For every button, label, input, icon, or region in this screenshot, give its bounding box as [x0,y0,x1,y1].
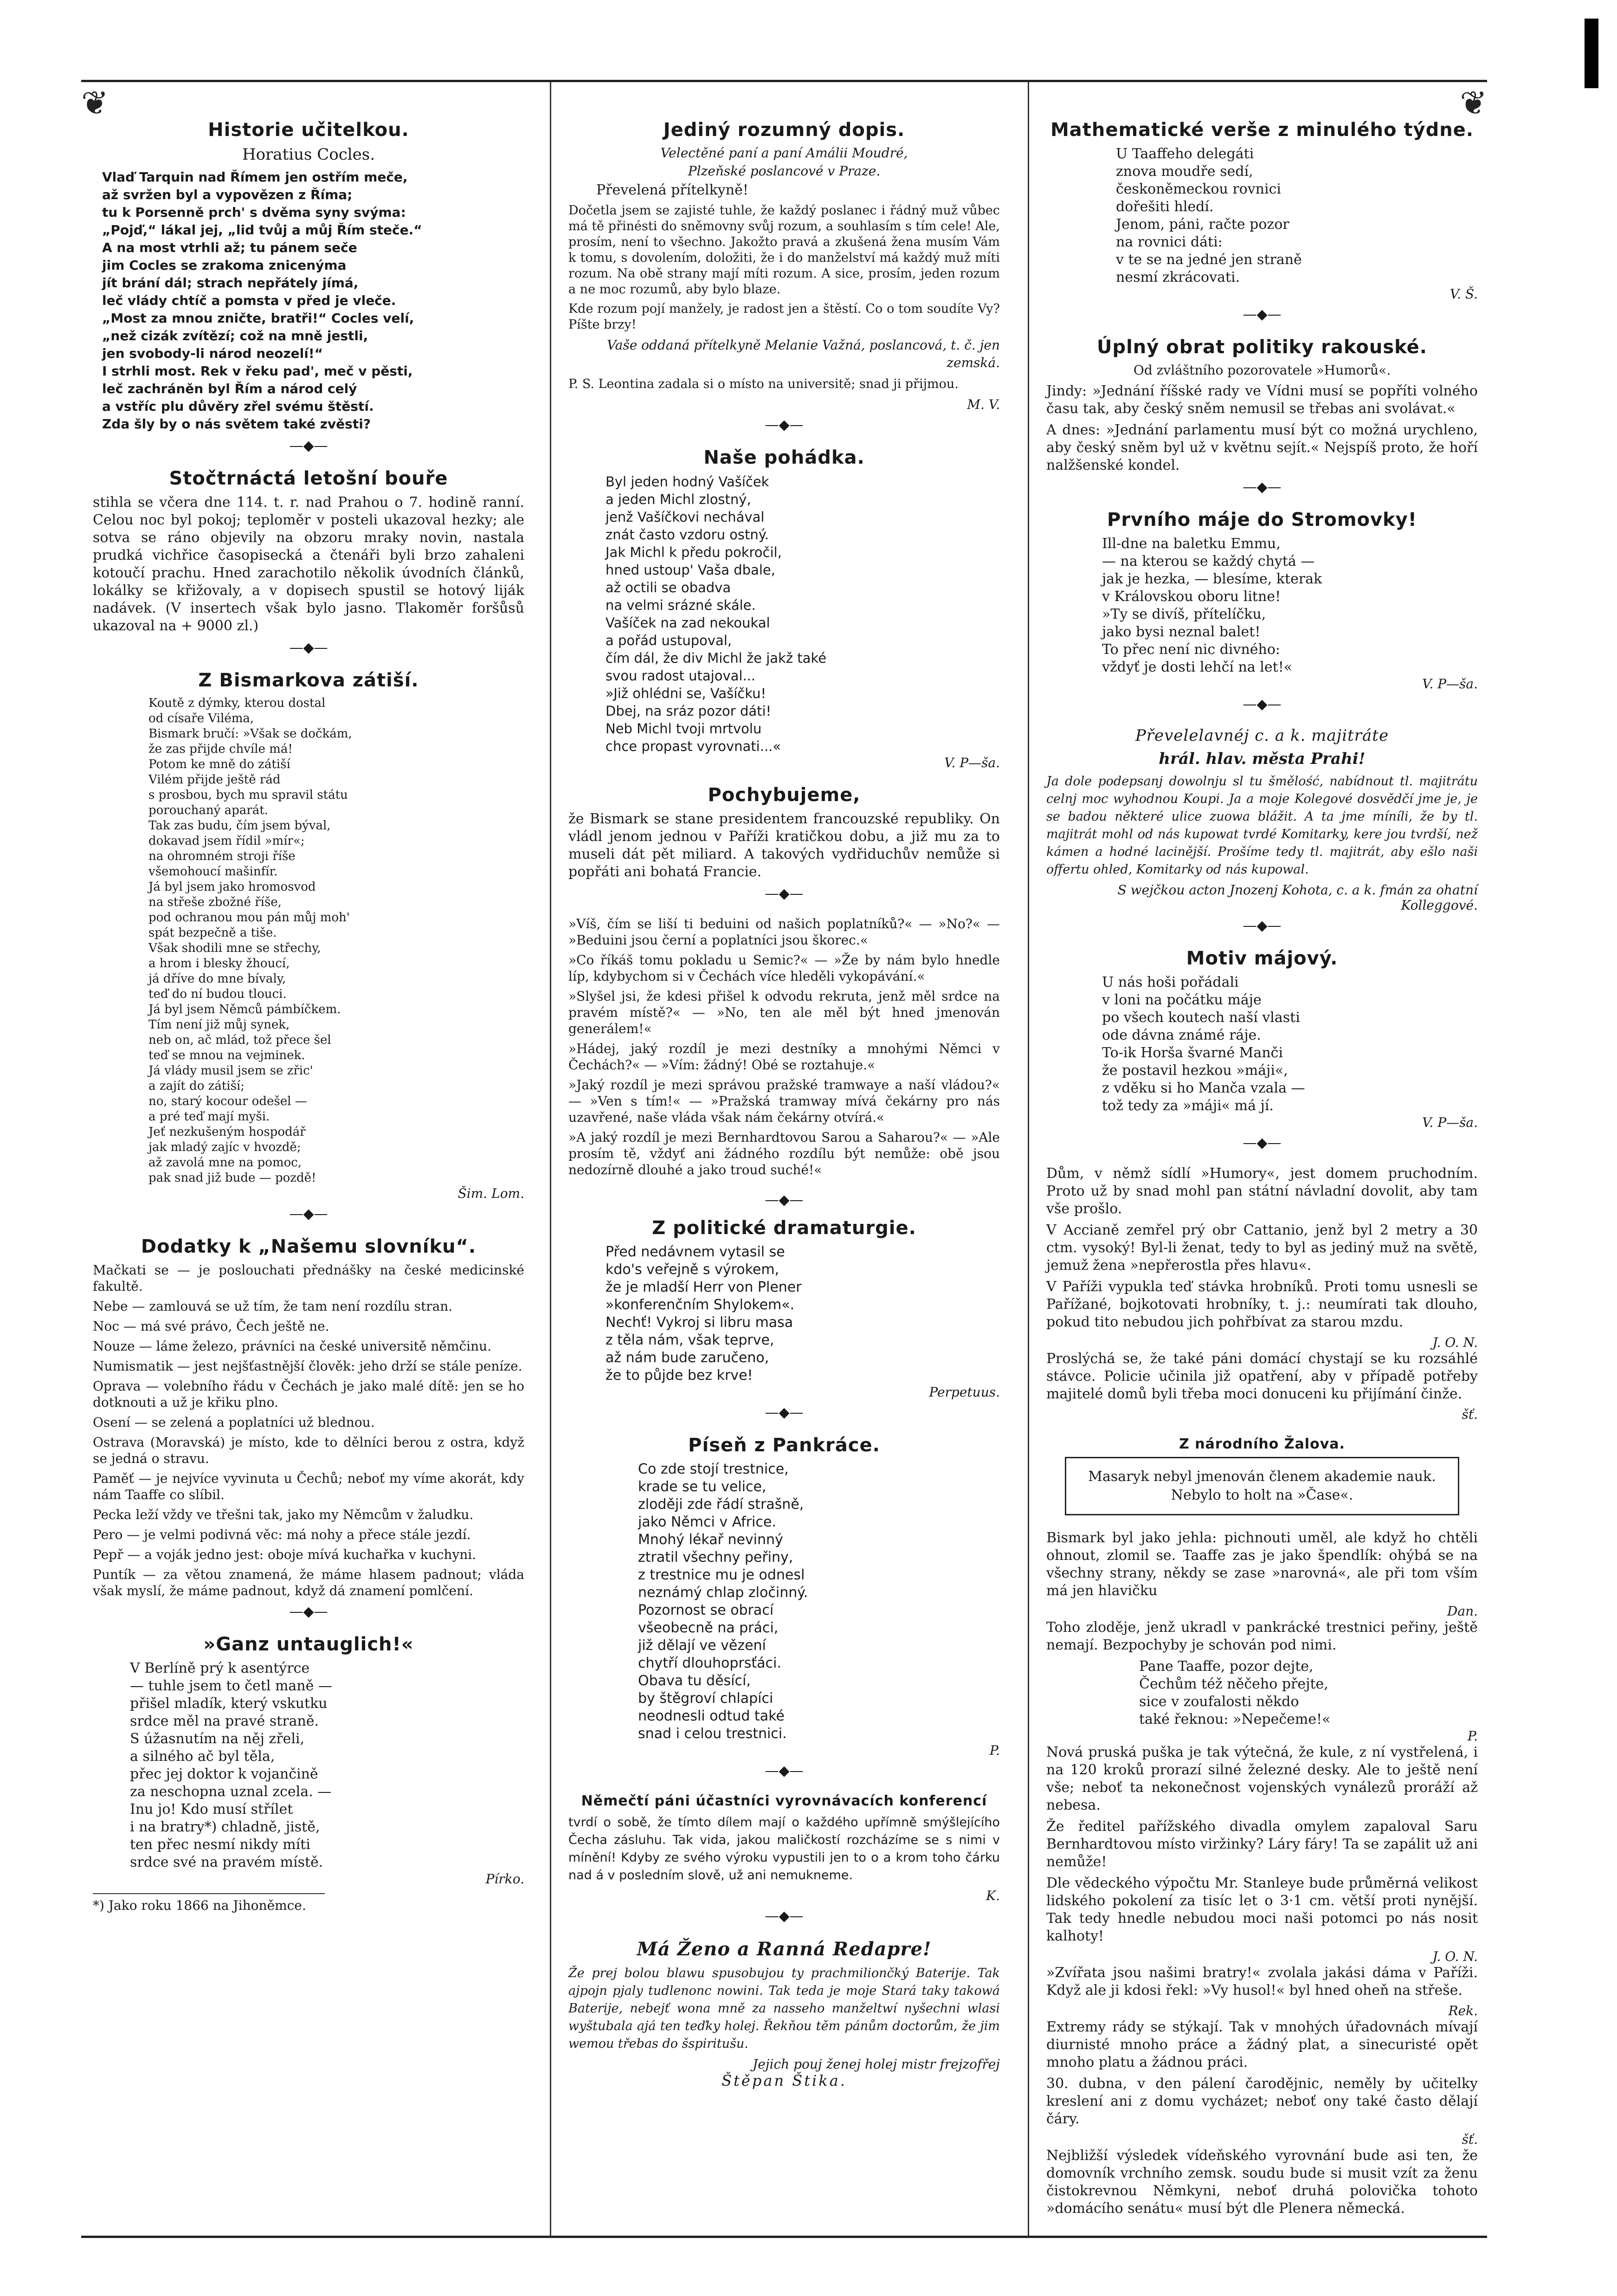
signature: J. O. N. [1432,1335,1478,1350]
address-line: Velectěné paní a paní Amálii Moudré, [660,145,908,161]
verse-line: pak snad již bude — pozdě! [148,1171,316,1185]
note-text: Bismark byl jako jehla: pichnouti uměl, ale když ho chtěli ohnout, zlomil se. Taaffe zas je jako špendlík: ohýbá se na všechny strany, někdy se zase »narovná«, ale při tom vším má jen hlavičku [1046,1530,1478,1599]
salutation: Převelená přítelkyně! [596,182,748,198]
article-text: že Bismark se stane presidentem francouzské republiky. On vládl jenom jednou v Paříži kratičkou dobu, a již mu za to museli dát pět miliard. A takových vydřiduchův nemůže si popřáti ani bohatá Francie. [568,811,1000,880]
verse-line: já dříve do mne bívaly, [148,972,286,986]
article-text: stihla se včera dne 114. t. r. nad Prahou o 7. hodině ranní. Celou noc byl pokoj; teploměr v posteli ukazoval hezky; ale sotva se ráno objevily na obzoru mraky novin, nastala prudká vichřice časopisecká a čtenáři byli brzo zahaleni kotoučí prachu. Hned zarachotilo několik úvodních článků, lokálky se křižovaly, a v dopisech spustil se hotový liják nadávek. (V insertech však bylo jasno. Tlakoměr foršůsů ukazoval na + 9000 zl.) [93,494,524,634]
article-title: Z národního Žalova. [1179,1436,1345,1452]
ornament-icon: —◆— [765,1192,804,1208]
column-3 [1046,110,1478,2231]
verse-line: znova moudře sedí, [1116,163,1253,180]
article-text: A dnes: »Jednání parlamentu musí být co možná urychleno, aby český sněm byl už v květnu sejít.« Nejspíš proto, že hoří nalžšenské kondel. [1046,422,1478,473]
verse-line: »Ty se divíš, přítelíčku, [1102,606,1266,622]
ornament-icon: —◆— [765,417,804,433]
verse-line: Vlaď Tarquin nad Římem jen ostřím meče, [102,169,408,185]
postscript: P. S. Leontina zadala si o místo na universitě; snad ji přijmou. [568,377,959,391]
article-title: Motiv májový. [1186,948,1338,969]
corner-ornament-icon: ❦ [1460,84,1487,122]
verse-line: jít brání dál; strach nepřátely jímá, [102,275,359,291]
verse-line: sice v zoufalosti někdo [1139,1694,1299,1710]
verse-line: snad i celou trestnici. [638,1726,787,1742]
signature: Jejich pouj ženej holej mistr frejzofřej [753,2057,1000,2072]
verse-line: za neschopna uznal zcela. — [130,1784,332,1800]
short-notes-2 [1046,1529,1478,2218]
verse-line: tož tedy za »máji« má jí. [1102,1098,1274,1114]
note-text: Dům, v němž sídlí »Humory«, jest domem pruchodním. Proto už by snad mohl pan státní návladní dovolit, aby tam vše prošlo. [1046,1165,1478,1217]
verse-line: v te se na jedné jen straně [1116,252,1302,268]
verse-line: Inu jo! Kdo musí střílet [130,1801,293,1817]
ornament-icon: —◆— [765,886,804,902]
column-2 [568,110,1000,2103]
verse-line: až zavolá mne na pomoc, [148,1156,302,1170]
article-motiv [1046,948,1478,1151]
verse-line: teď do ní budou tlouci. [148,987,287,1001]
article-title: Z politické dramaturgie. [652,1217,916,1239]
article-obrat [1046,336,1478,495]
ornament-icon: —◆— [289,438,328,454]
verse-line: Čechům též něčeho přejte, [1139,1676,1328,1692]
verse-line: U Taaffeho delegáti [1116,146,1254,162]
ornament-icon: —◆— [1243,306,1282,323]
ornament-icon: —◆— [765,1763,804,1779]
article-text: Dočetla jsem se zajisté tuhle, že každý poslanec i řádný muž vůbec má tě přinésti do sněmovny svůj rozum, a souhlasím s tím cele! Ale, prosím, není to všechno. Jakožto pravá a zkušená žena musím Vám k tomu, s dovolením, doložiti, že i do manželství má každý muž míti rozum. Na obě strany mají míti rozum. A sice, prosím, jeden rozum a ne moc rozumů, aby bylo blaze. [568,203,1000,297]
verse-line: v Královskou oboru litne! [1102,589,1281,605]
note-text: Oprava — volebního řádu v Čechách je jako malé dítě: jen se ho dotknouti a už je křiku plno. [93,1378,524,1410]
verse-line: až nám bude zaručeno, [606,1350,769,1366]
verse-line: dořešiti hledí. [1116,199,1214,215]
note-text: V Paříži vypukla teď stávka hrobníků. Proti tomu usnesli se Pařížané, bojkotovati hrobníky, t. j.: neumírati tak dlouho, pokud tito nebudou jich pohřbívat za starou mzdu. [1046,1279,1478,1330]
verse-line: jim Cocles se zrakoma znicenýma [102,258,347,273]
verse-line: neznámý chlap zločinný. [638,1585,808,1601]
verse-line: že zas přijde chvíle má! [148,742,293,756]
verse-line: a pré teď mají myši. [148,1110,270,1124]
verse-line: Před nedávnem vytasil se [606,1244,785,1260]
note-text: Dle vědeckého výpočtu Mr. Stanleye bude průměrná velikost lidského pokolení za tisíc let o 3·1 cm. větší proti nynější. Tak tedy hnedle nebudou moci naši potomci po nás nosit kalhoty! [1046,1875,1478,1944]
signature: V. P—ša. [944,755,1000,770]
ornament-icon: —◆— [289,640,328,656]
verse-line: Bismark bručí: »Však se dočkám, [148,727,352,741]
verse-line: jako bysi neznal balet! [1102,624,1261,640]
verse-line: „Most za mnou zničte, bratři!“ Cocles velí, [102,310,414,326]
poem [1139,1658,1478,1728]
signature: V. P—ša. [1422,676,1478,692]
article-title: Němečtí páni účastníci vyrovnávacích konferencí [581,1793,987,1809]
signature: P. [1467,1728,1478,1744]
article-mathematicke [1046,119,1478,323]
note-text: »Jaký rozdíl je mezi správou pražské tramwaye a naší vládou?« — »Ven s tím!« — »Pražská tramway mívá čekárny pro nás uzavřené, naše vláda však nám čekárny otvírá.« [568,1077,1000,1125]
verse-line: Však shodili mne se střechy, [148,941,321,955]
verse-line: — na kterou se každý chytá — [1102,553,1315,569]
signature: V. P—ša. [1422,1115,1478,1130]
verse-line: na ohromném stroji říše [148,849,296,863]
note-text: »Slyšel jsi, že kdesi přišel k odvodu rekruta, jenž měl srdce na pravém místě?« — »No, ten ale měl být hned jmenován generálem!« [568,989,1000,1036]
article-title: Historie učitelkou. [208,119,409,141]
article-title: »Ganz untauglich!« [203,1634,414,1655]
signature: šť. [1462,2132,1478,2147]
article-title: Jediný rozumný dopis. [663,119,905,141]
poem [130,1660,524,1871]
note-text: Nebe — zamlouvá se už tím, že tam není rozdílu stran. [93,1299,453,1314]
poem [148,696,524,1186]
signature: M. V. [967,397,1000,412]
page-frame [81,80,1487,2238]
ornament-icon: —◆— [765,1404,804,1421]
verse-line: ode dávna známé ráje. [1102,1027,1261,1043]
verse-line: U nás hoši pořádali [1102,974,1239,990]
verse-line: vždyť je dosti lehčí na let!« [1102,659,1293,675]
verse-line: A na most vtrhli až; tu pánem seče [102,240,357,255]
verse-line: přišel mladík, který vskutku [130,1695,328,1712]
verse-line: srdce měl na pravé straně. [130,1713,319,1729]
article-title: Úplný obrat politiky rakouské. [1096,336,1427,358]
article-dramaturgie [568,1217,1000,1421]
poem [638,1461,1000,1743]
verse-line: znát často vzdoru ostný. [606,527,769,543]
note-text: »A jaký rozdíl je mezi Bernhardtovou Sarou a Saharou?« — »Ale prosím tě, vždyť ani žádného rozdílu být nemůže: obě jsou nedozírně dlouhé a jako troud suché!« [568,1130,1000,1177]
note-text: Ostrava (Moravská) je místo, kde to dělníci berou z ostra, když se jedná o stravu. [93,1435,524,1466]
verse-line: na velmi srázné skále. [606,597,756,613]
article-historie [93,119,524,454]
verse-line: zloději zde řádí strašně, [638,1496,804,1513]
note-text: Osení — se zelená a poplatníci už blednou. [93,1415,375,1430]
verse-line: „než cizák zvítězí; což na mně jestli, [102,328,368,343]
short-notes [1046,1165,1478,1422]
poem [1102,974,1478,1115]
column-rule [1028,82,1029,2236]
verse-line: od císaře Viléma, [148,711,254,725]
verse-line: Pane Taaffe, pozor dejte, [1139,1658,1314,1675]
note-text: Proslýchá se, že také páni domácí chystají se ku rozsáhlé stávce. Policie učinila již opatření, aby v případě potřeby majitelé domů byli třeba moci donuceni ku přijímání činže. [1046,1351,1478,1402]
verse-line: i na bratry*) chladně, jistě, [130,1819,320,1835]
verse-line: ztratil všechny peřiny, [638,1549,793,1565]
note-text: Pecka leží vždy ve třešni tak, jako my Němcům v žaludku. [93,1507,474,1522]
verse-line: až octili se obadva [606,580,731,595]
verse-line: teď se mnou na vejminek. [148,1048,305,1062]
article-zalov [1046,1436,1478,1515]
column-1 [93,110,524,1927]
poem [1116,145,1478,286]
article-title: Má Ženo a Ranná Redapre! [637,1938,932,1960]
verse-line: srdce své na pravém místě. [130,1854,323,1870]
verse-line: Pozornost se obrací [638,1602,774,1618]
verse-line: neb on, ač mlád, tož přece šel [148,1033,331,1047]
verse-line: že je mladší Herr von Plener [606,1279,802,1295]
verse-line: Vilém přijde ještě rád [148,773,281,787]
signature-name: Štěpan Štika. [722,2072,847,2089]
verse-line: »konferenčním Shylokem«. [606,1297,795,1313]
verse-line: Obava tu děsící, [638,1673,751,1689]
verse-line: z vděku si ho Manča vzala — [1102,1080,1305,1096]
boxed-note [1065,1457,1459,1515]
note-text: Nouze — láme železo, právníci na české universitě němčinu. [93,1339,492,1354]
verse-line: a zajít do zátiší; [148,1079,245,1093]
article-text: Ja dole podepsanj dowolnju sl tu šmělość, nabídnout tl. majitrátu celnj moc wyhodnou Koupi. Ja a moje Kolegové dosvědčí jme je, je se badou některé ulice zuowa blážit. A ta jme míníli, že by tl. majitrát mohl od nás kupowat tvrdé Komitarky, kere jou tvrdší, než kámen a hodné lacinější. Prošíme tedy tl. majitrát, aby ešlo naši offertu ohled, Komitarky od nás kupowal. [1046,774,1478,877]
verse-line: no, starý kocour odešel — [148,1094,307,1108]
note-text: Nejbližší výsledek vídeňského vyrovnání bude asi ten, že domovník vrchního zemsk. soudu bude si musit vzít za ženu čistokrevnou Němkyni, neboť druhá polovička tohoto »domácího senátu« musí být dle Plenera německá. [1046,2147,1478,2217]
note-text: Toho zloděje, jenž ukradl v pankrácké trestnici peřiny, ještě nemají. Bezpochyby je schován pod nimi. [1046,1619,1478,1653]
article-title: Převelelavnéj c. a k. majitráte [1135,726,1389,745]
verse-line: Já vlády musil jsem se zřic' [148,1064,313,1078]
poem [606,1243,1000,1384]
article-text: Že prej bolou blawu spusobujou ty prachmiliončký Baterije. Tak ajpojn pjaly tudlenonc nowini. Tak teda je moje Stará taky takowá Baterije, nebejť wona mně za nasseho manželtwí nyšechni wlasi wyštubala ajá ten teďky holej. Řekňou těm pánům doctorům, že jim wemou třebas do šspiritušu. [568,1966,1000,2051]
note-text: Že ředitel pařížského divadla omylem zapaloval Saru Bernhardtovou místo viržinky? Láry fáry! Ta se zapálit už ani nemůže! [1046,1818,1478,1870]
verse-line: To-ik Horša švarné Manči [1102,1045,1283,1061]
article-konference [568,1793,1000,1924]
ornament-icon: —◆— [289,1604,328,1620]
verse-line: chytří dlouhoprsťáci. [638,1655,781,1671]
verse-line: V Berlíně prý k asentýrce [130,1660,310,1676]
signature: Perpetuus. [929,1384,1000,1400]
verse-line: Já byl jsem Němců pámbíčkem. [148,1002,341,1016]
verse-line: již dělají ve vězení [638,1637,766,1654]
article-majitrat [1046,726,1478,934]
ornament-icon: —◆— [1243,479,1282,495]
verse-line: jen svobody-li národ neozelí!“ [102,346,323,361]
dialogs [568,916,1000,1178]
notes-list [1046,1744,1478,2218]
column-rule [550,82,551,2236]
signature: Pírko. [485,1871,524,1887]
verse-line: Co zde stojí trestnice, [638,1461,789,1477]
article-text: Jindy: »Jednání říšské rady ve Vídni musí se popříti volného času tak, aby český sněm nemusil se třebas ani svolávat.« [1046,383,1478,417]
article-pisen [568,1435,1000,1779]
article-pohadka [568,447,1000,770]
verse-line: Ill-dne na baletku Emmu, [1102,536,1281,552]
verse-line: jako Němci v Africe. [638,1514,776,1530]
verse-line: z těla nám, však teprve, [606,1332,774,1348]
verse-line: přec jej doktor k vojančině [130,1766,318,1782]
verse-line: a jeden Michl zlostný, [606,492,751,507]
article-title: Píseň z Pankráce. [688,1435,880,1456]
verse-line: »Již ohlédni se, Vašíčku! [606,686,767,701]
verse-line: spát bezpečně a tiše. [148,926,277,940]
signature: Šim. Lom. [457,1186,524,1201]
verse-line: čím dál, že div Michl že jakž také [606,650,827,666]
article-subtitle: Horatius Cocles. [242,145,375,164]
verse-line: českoněmeckou rovnici [1116,181,1282,197]
note-text: Mačkati se — je poslouchati přednášky na české medicinské fakultě. [93,1262,524,1294]
note-text: Paměť — je nejvíce vyvinuta u Čechů; neboť my víme akorát, kdy nám Taaffe co slíbil. [93,1471,524,1502]
signature: Dan. [1447,1604,1478,1619]
verse-line: neodnesli odtud také [638,1708,785,1724]
verse-line: jak mladý zajíc v hvozdě; [148,1140,301,1154]
poem [606,473,1000,755]
ornament-icon: —◆— [289,1206,328,1222]
poem [1102,535,1478,676]
note-text: Puntík — za větou znamená, že máme hlasem padnout; vláda však myslí, že máme padnout, když dá znamení pomlčení. [93,1567,524,1598]
poem [102,168,524,433]
verse-line: — tuhle jsem to četl maně — [130,1678,332,1694]
article-title: Pochybujeme, [708,784,861,806]
article-text: Kde rozum pojí manžely, je radost jen a štěstí. Co o tom soudíte Vy? Píšte brzy! [568,302,1000,332]
article-pochybujeme [568,784,1000,902]
verse-line: Jak Michl k předu pokročil, [606,544,782,560]
verse-line: hned ustoup' Vaša dbale, [606,562,775,578]
verse-line: Jenom, páni, račte pozor [1116,216,1289,233]
verse-line: jenž Vašíčkovi nechával [606,509,765,525]
verse-line: na rovnici dáti: [1116,234,1223,250]
verse-line: nesmí zkrácovati. [1116,269,1240,285]
verse-line: všemohoucí mašinfír. [148,865,278,879]
article-text: tvrdí o sobě, že tímto dílem mají o každého upřímně smýšlejícího Čecha zásluhu. Tak vida, jakou maličkostí rozcházíme se s nimi v mínění! Kdyby ze svého výroku vypustili jen to o a krom toho čárku nad á v posledním slově, už ani nemukneme. [568,1815,1000,1882]
verse-line: Já byl jsem jako hromosvod [148,880,316,894]
verse-line: I strhli most. Rek v řeku pad', meč v pěsti, [102,363,413,379]
verse-line: porouchaný aparát. [148,803,268,817]
verse-line: ten přec nesmí nikdy míti [130,1837,310,1853]
edge-mark [1585,19,1598,88]
verse-line: po všech koutech naší vlasti [1102,1009,1300,1026]
verse-line: Dbej, na sráz pozor dáti! [606,703,772,719]
verse-line: a silného ač byl těla, [130,1748,275,1765]
verse-line: z trestnice mu je odnesl [638,1567,805,1583]
verse-line: až svržen byl a vypovězen z Říma; [102,187,353,202]
article-title: Mathematické verše z minulého týdne. [1050,119,1474,141]
signature: S wejčkou acton Jnozenj Kohota, c. a k. fmán za ohatní Kolleggové. [1117,882,1478,913]
article-title: Prvního máje do Stromovky! [1107,509,1417,530]
verse-line: krade se tu velice, [638,1479,767,1495]
verse-line: svou radost utajoval... [606,668,756,684]
verse-line: Vašíček na zad nekoukal [606,615,770,631]
verse-line: pod ochranou mou pán můj moh' [148,911,350,925]
signature: P. [989,1743,1000,1758]
signature: šť. [1462,1407,1478,1422]
article-dodatky [93,1236,524,1620]
article-subtitle: Od zvláštního pozorovatele »Humorů«. [1133,362,1391,378]
verse-line: Nechť! Vykroj si libru masa [606,1314,793,1331]
ornament-icon: —◆— [1243,918,1282,934]
verse-line: také řeknou: »Nepečeme!« [1139,1711,1331,1727]
note-text: »Zvířata jsou našimi bratry!« zvolala jakási dáma v Paříži. Když ale ji kdosi řekl: »Vy husol!« byl hned oheň na střeše. [1046,1965,1478,1998]
article-title: Stočtrnáctá letošní bouře [169,468,448,489]
note-text: »Víš, čím se liší ti beduini od našich poplatníků?« — »No?« — »Beduini jsou černí a poplatníci jsou škorec.« [568,916,1000,948]
signature: K. [986,1888,1000,1903]
article-stromovka [1046,509,1478,712]
verse-line: Potom ke mně do zátiší [148,757,290,771]
verse-line: a hrom i blesky žhoucí, [148,957,290,970]
verse-line: kdo's veřejně s výrokem, [606,1261,780,1278]
verse-line: že to půjde bez krve! [606,1367,753,1384]
boxed-line: Masaryk nebyl jmenován členem akademie nauk. [1088,1468,1436,1485]
verse-line: na střeše zbožné říše, [148,895,282,909]
note-text: Extremy rády se stýkají. Tak v mnohých úřadovnách mívají diurnisté mnoho práce a žádný plat, a sinecuristé opět mnoho platu a žádnou práci. [1046,2019,1478,2070]
boxed-line: Nebylo to holt na »Čase«. [1171,1487,1353,1503]
verse-line: Zda šly by o nás světem také zvěsti? [102,416,371,432]
verse-line: Koutě z dýmky, kterou dostal [148,696,326,710]
verse-line: Tím není již můj synek, [148,1018,290,1032]
verse-line: To přec není nic divného: [1102,641,1281,658]
article-boure [93,468,524,656]
ornament-icon: —◆— [1243,1135,1282,1151]
verse-line: a vstříc plu důvěry zřel svému štěstí. [102,399,374,414]
verse-line: by štěgroví chlapíci [638,1690,773,1707]
signature: Vaše oddaná přítelkyně Melanie Važná, poslancová, t. č. jen zemská. [606,337,1000,370]
verse-line: všeobecně na práci, [638,1620,779,1636]
note-text: Nová pruská puška je tak výtečná, že kule, z ní vystřelená, i na 120 kroků prorazí silné železné desky. Ale to ještě není vše; neboť ta nekonečnost vojenských vynálezů proráží až nebesa. [1046,1744,1478,1813]
signature: J. O. N. [1432,1949,1478,1964]
address-line: Plzeňské poslancové v Praze. [688,163,881,179]
article-dopis [568,119,1000,433]
article-bismark [93,670,524,1222]
note-text: Pero — je velmi podivná věc: má nohy a přece stále jezdí. [93,1527,471,1542]
note-text: »Hádej, jaký rozdíl je mezi destníky a mnohými Němci v Čechách?« — »Vím: žádný! Obé se roztahuje.« [568,1041,1000,1073]
verse-line: dokavad jsem řídil »mír«; [148,834,305,848]
verse-line: že postavil hezkou »máji«, [1102,1062,1288,1079]
ornament-icon: —◆— [765,1908,804,1924]
verse-line: Tak zas budu, čím jsem býval, [148,819,331,833]
verse-line: Jeť nezkušeným hospodář [148,1125,306,1139]
verse-line: Byl jeden hodný Vašíček [606,474,769,490]
ornament-icon: —◆— [1243,696,1282,712]
article-stika [568,1938,1000,2089]
note-text: 30. dubna, v den pálení čarodějnic, neměly by učitelky kreslení ani z domu vycházet; neboť ony také často dělají čáry. [1046,2076,1478,2127]
article-title: Naše pohádka. [703,447,865,468]
verse-line: Neb Michl tvoji mrtvolu [606,721,762,737]
verse-line: „Pojď,“ lákal jej, „lid tvůj a můj Řím steče.“ [102,222,422,238]
verse-line: S úžasnutím na něj zřeli, [130,1731,305,1747]
corner-ornament-icon: ❦ [81,84,109,122]
signature: Rek. [1448,2003,1478,2018]
verse-line: tu k Porsenně prch' s dvěma syny svýma: [102,205,406,220]
verse-line: leč zachráněn byl Řím a národ celý [102,381,357,396]
note-text: Noc — má své právo, Čech ještě ne. [93,1319,329,1334]
verse-line: chce propast vyrovnati...« [606,738,781,754]
verse-line: a pořád ustupoval, [606,633,732,648]
note-text: V Accianě zemřel prý obr Cattanio, jenž byl 2 metry a 30 ctm. vysoký! Byl-li ženat, tedy to byl as jediný muž na světě, jemuž žena »nepřerostla přes hlavu«. [1046,1222,1478,1274]
verse-line: v loni na počátku máje [1102,992,1262,1008]
note-text: »Co říkáš tomu pokladu u Semic?« — »Že by nám bylo hnedle líp, kdybychom si v Čechách více hleděli vykopávání.« [568,952,1000,984]
verse-line: s prosbou, bych mu spravil státu [148,788,348,802]
verse-line: Mnohý lékař nevinný [638,1532,783,1548]
verse-line: leč vlády chtíč a pomsta v před je vleče. [102,293,396,308]
verse-line: jak je hezka, — blesíme, kterak [1102,571,1322,587]
article-title: Dodatky k „Našemu slovníku“. [141,1236,477,1257]
footnote: *) Jako roku 1866 na Jihoněmce. [93,1893,325,1913]
article-ganz [93,1634,524,1913]
note-text: Pepř — a voják jedno jest: oboje mívá kuchařka v kuchyni. [93,1547,477,1562]
article-title: Z Bismarkova zátiší. [198,670,419,691]
note-text: Numismatik — jest nejšťastnější člověk: jeho drží se stále peníze. [93,1358,522,1374]
glossary-list [93,1262,524,1599]
signature: V. Š. [1450,286,1478,302]
article-subtitle: hrál. hlav. města Prahi! [1159,750,1366,768]
